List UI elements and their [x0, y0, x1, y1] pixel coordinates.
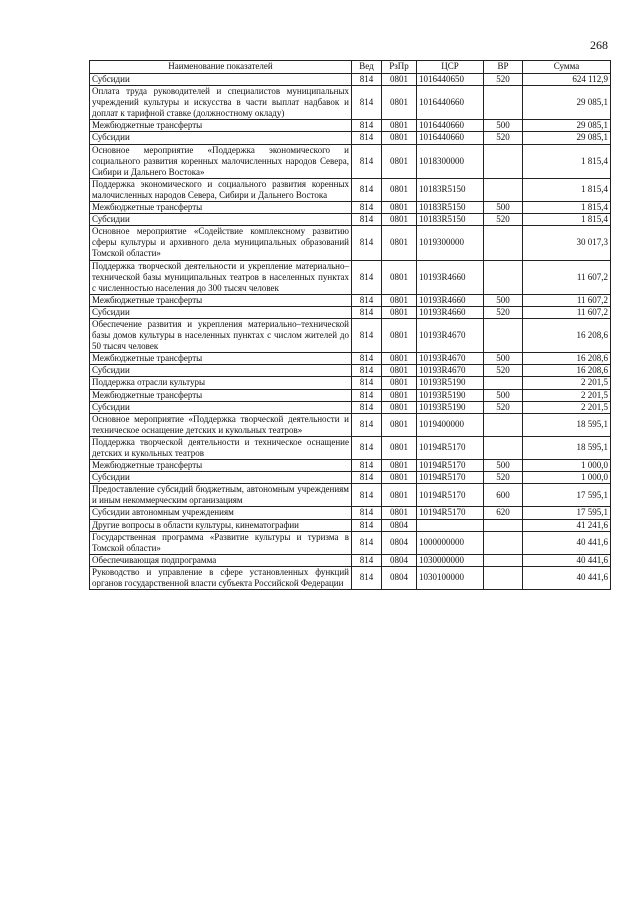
- cell-ved: 814: [352, 353, 382, 365]
- cell-csr: 10183R5150: [417, 202, 484, 214]
- cell-sum: 18 595,1: [523, 436, 611, 459]
- cell-name: Другие вопросы в области культуры, кинематографии: [90, 519, 352, 531]
- cell-vr: 500: [484, 294, 523, 306]
- cell-ved: 814: [352, 365, 382, 377]
- cell-vr: [484, 144, 523, 178]
- cell-rzpr: 0801: [382, 389, 417, 401]
- cell-vr: 520: [484, 74, 523, 86]
- cell-name: Субсидии: [90, 74, 352, 86]
- cell-name: Поддержка экономического и социального развития коренных малочисленных народов Севера, Сибири и Дальнего Востока: [90, 178, 352, 201]
- cell-csr: 10193R5190: [417, 377, 484, 389]
- cell-rzpr: 0801: [382, 202, 417, 214]
- cell-name: Межбюджетные трансферты: [90, 202, 352, 214]
- cell-csr: 1000000000: [417, 531, 484, 554]
- cell-rzpr: 0801: [382, 294, 417, 306]
- cell-rzpr: 0801: [382, 120, 417, 132]
- budget-table: [89, 60, 611, 590]
- cell-name: Субсидии: [90, 401, 352, 413]
- table-row: [90, 306, 611, 318]
- cell-csr: 1016440660: [417, 86, 484, 120]
- cell-name: Субсидии автономным учреждениям: [90, 507, 352, 519]
- cell-sum: 1 000,0: [523, 472, 611, 484]
- cell-name: Субсидии: [90, 472, 352, 484]
- cell-csr: 10193R5190: [417, 389, 484, 401]
- cell-sum: 1 815,4: [523, 214, 611, 226]
- cell-sum: 40 441,6: [523, 531, 611, 554]
- cell-name: Межбюджетные трансферты: [90, 460, 352, 472]
- table-row: [90, 377, 611, 389]
- cell-csr: 10194R5170: [417, 436, 484, 459]
- cell-name: Оплата труда руководителей и специалистов муниципальных учреждений культуры и искусства в части выплат надбавок и доплат к тарифной ставке (должностному окладу): [90, 86, 352, 120]
- cell-name: Обеспечение развития и укрепления материально–технической базы домов культуры в населенных пунктах с числом жителей до 50 тысяч человек: [90, 318, 352, 352]
- cell-csr: 10183R5150: [417, 214, 484, 226]
- cell-csr: 1030000000: [417, 554, 484, 566]
- cell-ved: 814: [352, 377, 382, 389]
- cell-csr: 10194R5170: [417, 484, 484, 507]
- cell-sum: 40 441,6: [523, 554, 611, 566]
- cell-vr: [484, 519, 523, 531]
- cell-rzpr: 0801: [382, 132, 417, 144]
- cell-rzpr: 0801: [382, 436, 417, 459]
- cell-vr: 520: [484, 306, 523, 318]
- cell-rzpr: 0804: [382, 566, 417, 589]
- table-row: [90, 178, 611, 201]
- cell-rzpr: 0801: [382, 507, 417, 519]
- cell-vr: [484, 226, 523, 260]
- cell-csr: 1030100000: [417, 566, 484, 589]
- cell-csr: 1016440660: [417, 120, 484, 132]
- cell-vr: 520: [484, 365, 523, 377]
- cell-name: Межбюджетные трансферты: [90, 294, 352, 306]
- cell-sum: 29 085,1: [523, 86, 611, 120]
- cell-vr: 520: [484, 401, 523, 413]
- cell-sum: 16 208,6: [523, 365, 611, 377]
- table-row: [90, 389, 611, 401]
- cell-vr: [484, 86, 523, 120]
- cell-ved: 814: [352, 86, 382, 120]
- cell-rzpr: 0804: [382, 531, 417, 554]
- cell-ved: 814: [352, 401, 382, 413]
- table-row: [90, 132, 611, 144]
- cell-vr: [484, 436, 523, 459]
- cell-csr: 10193R4660: [417, 260, 484, 294]
- cell-ved: 814: [352, 554, 382, 566]
- cell-rzpr: 0801: [382, 460, 417, 472]
- header-name: Наименование показателей: [90, 61, 352, 74]
- cell-sum: 1 000,0: [523, 460, 611, 472]
- cell-sum: 29 085,1: [523, 132, 611, 144]
- table-row: [90, 74, 611, 86]
- cell-rzpr: 0801: [382, 353, 417, 365]
- cell-sum: 2 201,5: [523, 401, 611, 413]
- cell-sum: 17 595,1: [523, 484, 611, 507]
- cell-ved: 814: [352, 132, 382, 144]
- cell-vr: [484, 566, 523, 589]
- cell-ved: 814: [352, 484, 382, 507]
- cell-sum: 1 815,4: [523, 144, 611, 178]
- cell-name: Государственная программа «Развитие культуры и туризма в Томской области»: [90, 531, 352, 554]
- cell-vr: 500: [484, 460, 523, 472]
- cell-vr: [484, 318, 523, 352]
- table-row: [90, 214, 611, 226]
- cell-csr: 10193R4670: [417, 365, 484, 377]
- table-row: [90, 484, 611, 507]
- table-row: [90, 460, 611, 472]
- cell-rzpr: 0801: [382, 306, 417, 318]
- cell-ved: 814: [352, 214, 382, 226]
- table-row: [90, 472, 611, 484]
- cell-name: Основное мероприятие «Поддержка экономического и социального развития коренных малочисленных народов Севера, Сибири и Дальнего Востока»: [90, 144, 352, 178]
- cell-rzpr: 0801: [382, 413, 417, 436]
- cell-csr: 10193R5190: [417, 401, 484, 413]
- header-vr: ВР: [484, 61, 523, 74]
- table-row: [90, 531, 611, 554]
- cell-sum: 18 595,1: [523, 413, 611, 436]
- cell-rzpr: 0801: [382, 178, 417, 201]
- cell-csr: [417, 519, 484, 531]
- cell-vr: 600: [484, 484, 523, 507]
- cell-ved: 814: [352, 178, 382, 201]
- table-row: [90, 436, 611, 459]
- cell-ved: 814: [352, 460, 382, 472]
- cell-csr: 10193R4660: [417, 306, 484, 318]
- cell-csr: 10193R4660: [417, 294, 484, 306]
- cell-ved: 814: [352, 294, 382, 306]
- cell-csr: 10193R4670: [417, 318, 484, 352]
- cell-csr: 10183R5150: [417, 178, 484, 201]
- cell-name: Поддержка творческой деятельности и техническое оснащение детских и кукольных театров: [90, 436, 352, 459]
- cell-vr: [484, 377, 523, 389]
- cell-name: Основное мероприятие «Содействие комплексному развитию сферы культуры и архивного дела муниципальных образований Томской области»: [90, 226, 352, 260]
- cell-sum: 16 208,6: [523, 353, 611, 365]
- cell-csr: 1016440660: [417, 132, 484, 144]
- cell-sum: 1 815,4: [523, 202, 611, 214]
- cell-csr: 1019300000: [417, 226, 484, 260]
- cell-name: Межбюджетные трансферты: [90, 120, 352, 132]
- page-number: 268: [590, 38, 608, 52]
- cell-vr: 500: [484, 353, 523, 365]
- cell-vr: 520: [484, 214, 523, 226]
- cell-ved: 814: [352, 472, 382, 484]
- header-sum: Сумма: [523, 61, 611, 74]
- cell-sum: 30 017,3: [523, 226, 611, 260]
- header-ved: Вед: [352, 61, 382, 74]
- cell-ved: 814: [352, 413, 382, 436]
- table-row: [90, 120, 611, 132]
- cell-ved: 814: [352, 144, 382, 178]
- table-row: [90, 365, 611, 377]
- cell-rzpr: 0801: [382, 365, 417, 377]
- cell-ved: 814: [352, 260, 382, 294]
- cell-vr: 520: [484, 472, 523, 484]
- cell-ved: 814: [352, 306, 382, 318]
- cell-ved: 814: [352, 202, 382, 214]
- cell-rzpr: 0801: [382, 484, 417, 507]
- table-row: [90, 226, 611, 260]
- cell-ved: 814: [352, 226, 382, 260]
- cell-sum: 11 607,2: [523, 260, 611, 294]
- cell-name: Субсидии: [90, 306, 352, 318]
- cell-rzpr: 0801: [382, 144, 417, 178]
- cell-sum: 41 241,6: [523, 519, 611, 531]
- cell-ved: 814: [352, 436, 382, 459]
- cell-rzpr: 0804: [382, 519, 417, 531]
- cell-sum: 17 595,1: [523, 507, 611, 519]
- cell-sum: 11 607,2: [523, 294, 611, 306]
- cell-name: Поддержка творческой деятельности и укрепление материально–технической базы муниципальных театров в населенных пунктах с численностью населения до 300 тысяч человек: [90, 260, 352, 294]
- cell-ved: 814: [352, 566, 382, 589]
- table-row: [90, 566, 611, 589]
- cell-ved: 814: [352, 120, 382, 132]
- table-row: [90, 260, 611, 294]
- header-rzpr: РзПр: [382, 61, 417, 74]
- cell-name: Субсидии: [90, 132, 352, 144]
- cell-name: Поддержка отрасли культуры: [90, 377, 352, 389]
- cell-csr: 1016440650: [417, 74, 484, 86]
- cell-name: Основное мероприятие «Поддержка творческой деятельности и техническое оснащение детских и кукольных театров»: [90, 413, 352, 436]
- cell-rzpr: 0801: [382, 226, 417, 260]
- table-row: [90, 554, 611, 566]
- table-row: [90, 507, 611, 519]
- cell-sum: 11 607,2: [523, 306, 611, 318]
- cell-sum: 624 112,9: [523, 74, 611, 86]
- table-row: [90, 86, 611, 120]
- table-row: [90, 353, 611, 365]
- cell-csr: 10194R5170: [417, 460, 484, 472]
- cell-vr: 620: [484, 507, 523, 519]
- cell-vr: [484, 554, 523, 566]
- table-row: [90, 519, 611, 531]
- cell-ved: 814: [352, 507, 382, 519]
- cell-vr: [484, 413, 523, 436]
- cell-csr: 10194R5170: [417, 507, 484, 519]
- cell-csr: 1019400000: [417, 413, 484, 436]
- cell-csr: 1018300000: [417, 144, 484, 178]
- cell-rzpr: 0801: [382, 401, 417, 413]
- cell-csr: 10193R4670: [417, 353, 484, 365]
- table-row: [90, 318, 611, 352]
- cell-vr: 500: [484, 389, 523, 401]
- cell-sum: 16 208,6: [523, 318, 611, 352]
- cell-ved: 814: [352, 318, 382, 352]
- cell-vr: 520: [484, 132, 523, 144]
- cell-vr: [484, 531, 523, 554]
- cell-name: Руководство и управление в сфере установленных функций органов государственной власти субъекта Российской Федерации: [90, 566, 352, 589]
- cell-vr: 500: [484, 202, 523, 214]
- cell-rzpr: 0801: [382, 74, 417, 86]
- cell-sum: 1 815,4: [523, 178, 611, 201]
- table-row: [90, 144, 611, 178]
- cell-csr: 10194R5170: [417, 472, 484, 484]
- cell-ved: 814: [352, 519, 382, 531]
- cell-rzpr: 0801: [382, 86, 417, 120]
- header-csr: ЦСР: [417, 61, 484, 74]
- table-row: [90, 401, 611, 413]
- cell-sum: 2 201,5: [523, 389, 611, 401]
- cell-sum: 29 085,1: [523, 120, 611, 132]
- cell-name: Межбюджетные трансферты: [90, 353, 352, 365]
- cell-vr: [484, 260, 523, 294]
- cell-ved: 814: [352, 531, 382, 554]
- cell-ved: 814: [352, 389, 382, 401]
- cell-ved: 814: [352, 74, 382, 86]
- cell-rzpr: 0801: [382, 260, 417, 294]
- cell-rzpr: 0801: [382, 377, 417, 389]
- cell-vr: 500: [484, 120, 523, 132]
- table-row: [90, 202, 611, 214]
- cell-vr: [484, 178, 523, 201]
- cell-name: Межбюджетные трансферты: [90, 389, 352, 401]
- cell-name: Субсидии: [90, 214, 352, 226]
- table-header-row: [90, 61, 611, 74]
- cell-rzpr: 0801: [382, 214, 417, 226]
- cell-sum: 2 201,5: [523, 377, 611, 389]
- cell-sum: 40 441,6: [523, 566, 611, 589]
- cell-rzpr: 0801: [382, 472, 417, 484]
- table-row: [90, 413, 611, 436]
- table-row: [90, 294, 611, 306]
- cell-rzpr: 0801: [382, 318, 417, 352]
- cell-name: Субсидии: [90, 365, 352, 377]
- cell-name: Предоставление субсидий бюджетным, автономным учреждениям и иным некоммерческим организациям: [90, 484, 352, 507]
- cell-rzpr: 0804: [382, 554, 417, 566]
- cell-name: Обеспечивающая подпрограмма: [90, 554, 352, 566]
